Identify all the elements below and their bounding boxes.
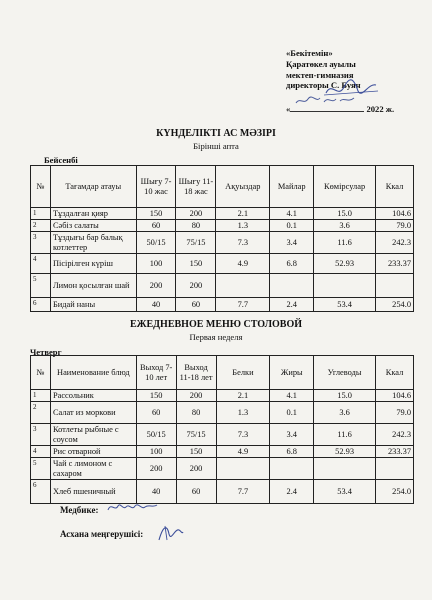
col-number: № <box>31 356 51 390</box>
row-number: 5 <box>31 274 51 298</box>
table-row <box>31 232 414 254</box>
carbs <box>314 458 376 480</box>
dish-name: Бидай наны <box>50 298 136 312</box>
table-row <box>31 274 414 298</box>
table-row <box>31 298 414 312</box>
carbs: 52.93 <box>314 254 376 274</box>
proteins: 1.3 <box>216 220 270 232</box>
output-11-18: 80 <box>176 402 216 424</box>
row-number: 6 <box>31 480 51 504</box>
output-7-10: 60 <box>136 220 176 232</box>
kcal: 254.0 <box>376 480 414 504</box>
carbs: 11.6 <box>314 424 376 446</box>
row-number: 2 <box>31 402 51 424</box>
proteins <box>216 274 270 298</box>
output-7-10: 40 <box>136 298 176 312</box>
approval-school: мектеп-гимназия <box>286 69 354 80</box>
output-7-10: 200 <box>136 458 176 480</box>
row-number: 3 <box>31 232 51 254</box>
carbs: 52.93 <box>314 446 376 458</box>
col-proteins: Белки <box>216 356 270 390</box>
kcal: 104.6 <box>376 390 414 402</box>
output-11-18: 75/15 <box>176 232 216 254</box>
table-row <box>31 402 414 424</box>
row-number: 1 <box>31 390 51 402</box>
fats: 2.4 <box>270 298 314 312</box>
output-11-18: 200 <box>176 458 216 480</box>
carbs: 11.6 <box>314 232 376 254</box>
output-7-10: 150 <box>136 208 176 220</box>
dish-name: Котлеты рыбные с соусом <box>50 424 136 446</box>
nurse-signature <box>105 498 159 516</box>
output-11-18: 80 <box>176 220 216 232</box>
date-blank-line <box>290 103 364 112</box>
proteins <box>216 458 270 480</box>
fats: 4.1 <box>270 390 314 402</box>
output-7-10: 100 <box>136 446 176 458</box>
approval-block <box>286 48 416 115</box>
col-proteins: Ақуыздар <box>216 166 270 208</box>
dish-name: Сәбіз салаты <box>50 220 136 232</box>
col-carbs: Көмірсулар <box>314 166 376 208</box>
carbs: 53.4 <box>314 298 376 312</box>
row-number: 1 <box>31 208 51 220</box>
col-output-11-18: Выход 11-18 лет <box>176 356 216 390</box>
menu-ru-subtitle: Первая неделя <box>189 332 243 342</box>
fats: 4.1 <box>270 208 314 220</box>
kcal: 79.0 <box>376 402 414 424</box>
output-7-10: 50/15 <box>136 232 176 254</box>
fats <box>270 274 314 298</box>
table-row <box>31 424 414 446</box>
table-row <box>31 390 414 402</box>
menu-ru-table <box>30 355 414 504</box>
kcal: 79.0 <box>376 220 414 232</box>
proteins: 7.7 <box>216 480 270 504</box>
menu-kz-title: КҮНДЕЛІКТІ АС МӘЗІРІ <box>156 128 276 139</box>
menu-kz-table <box>30 165 414 312</box>
approval-date <box>286 103 416 115</box>
row-number: 2 <box>31 220 51 232</box>
date-open-quote: « <box>286 104 291 115</box>
date-year: 2022 ж. <box>366 104 395 115</box>
output-7-10: 40 <box>136 480 176 504</box>
output-7-10: 60 <box>136 402 176 424</box>
col-number: № <box>31 166 51 208</box>
menu-kz-subtitle: Бірінші апта <box>193 141 239 151</box>
table-header-row <box>31 166 414 208</box>
table-row <box>31 220 414 232</box>
col-kcal: Ккал <box>376 356 414 390</box>
director-signature <box>320 75 384 103</box>
output-11-18: 75/15 <box>176 424 216 446</box>
row-number: 3 <box>31 424 51 446</box>
table-row <box>31 458 414 480</box>
output-11-18: 150 <box>176 254 216 274</box>
menu-kz-day: Бейсенбі <box>44 155 78 165</box>
col-output-7-10: Выход 7-10 лет <box>136 356 176 390</box>
dish-name: Пісірілген күріш <box>50 254 136 274</box>
manager-signature <box>155 520 185 544</box>
dish-name: Рассольник <box>50 390 136 402</box>
carbs: 3.6 <box>314 402 376 424</box>
col-fats: Майлар <box>270 166 314 208</box>
dish-name: Тұздалған қияр <box>50 208 136 220</box>
approval-village: Қаратөкел ауылы <box>286 58 356 69</box>
proteins: 7.3 <box>216 232 270 254</box>
fats: 6.8 <box>270 254 314 274</box>
proteins: 7.3 <box>216 424 270 446</box>
dish-name: Тұздығы бар балық котлеттер <box>50 232 136 254</box>
carbs: 15.0 <box>314 390 376 402</box>
output-11-18: 60 <box>176 480 216 504</box>
output-11-18: 200 <box>176 390 216 402</box>
output-11-18: 200 <box>176 208 216 220</box>
col-dish-name: Наименование блюд <box>50 356 136 390</box>
kcal: 233.37 <box>376 254 414 274</box>
proteins: 4.9 <box>216 446 270 458</box>
output-11-18: 150 <box>176 446 216 458</box>
proteins: 7.7 <box>216 298 270 312</box>
fats: 6.8 <box>270 446 314 458</box>
col-carbs: Углеводы <box>314 356 376 390</box>
kcal: 233.37 <box>376 446 414 458</box>
fats: 0.1 <box>270 220 314 232</box>
col-dish-name: Тағамдар атауы <box>50 166 136 208</box>
fats: 3.4 <box>270 424 314 446</box>
proteins: 2.1 <box>216 390 270 402</box>
table-row <box>31 254 414 274</box>
dish-name: Рис отварной <box>50 446 136 458</box>
col-output-11-18: Шығу 11-18 жас <box>176 166 216 208</box>
fats <box>270 458 314 480</box>
canteen-manager-label: Асхана меңгерушісі: <box>60 529 144 539</box>
kcal: 242.3 <box>376 424 414 446</box>
table-header-row <box>31 356 414 390</box>
kcal: 242.3 <box>376 232 414 254</box>
dish-name: Салат из моркови <box>50 402 136 424</box>
fats: 2.4 <box>270 480 314 504</box>
col-fats: Жиры <box>270 356 314 390</box>
col-kcal: Ккал <box>376 166 414 208</box>
dish-name: Чай с лимоном с сахаром <box>50 458 136 480</box>
row-number: 4 <box>31 446 51 458</box>
output-7-10: 200 <box>136 274 176 298</box>
output-7-10: 100 <box>136 254 176 274</box>
dish-name: Хлеб пшеничный <box>50 480 136 504</box>
output-7-10: 150 <box>136 390 176 402</box>
table-row <box>31 208 414 220</box>
row-number: 6 <box>31 298 51 312</box>
carbs: 53.4 <box>314 480 376 504</box>
menu-ru-title: ЕЖЕДНЕВНОЕ МЕНЮ СТОЛОВОЙ <box>129 319 303 330</box>
proteins: 1.3 <box>216 402 270 424</box>
proteins: 4.9 <box>216 254 270 274</box>
fats: 3.4 <box>270 232 314 254</box>
output-7-10: 50/15 <box>136 424 176 446</box>
row-number: 5 <box>31 458 51 480</box>
nurse-label: Медбике: <box>60 505 99 515</box>
approval-heading: «Бекітемін» <box>286 48 333 58</box>
output-11-18: 60 <box>176 298 216 312</box>
table-row <box>31 480 414 504</box>
table-row <box>31 446 414 458</box>
carbs <box>314 274 376 298</box>
menu-ru-day: Четверг <box>30 347 62 357</box>
col-output-7-10: Шығу 7-10 жас <box>136 166 176 208</box>
kcal: 104.6 <box>376 208 414 220</box>
dish-name: Лимон қосылған шай <box>50 274 136 298</box>
kcal: 254.0 <box>376 298 414 312</box>
output-11-18: 200 <box>176 274 216 298</box>
kcal <box>376 274 414 298</box>
proteins: 2.1 <box>216 208 270 220</box>
approval-director: директоры С. Буян <box>286 80 361 91</box>
carbs: 15.0 <box>314 208 376 220</box>
fats: 0.1 <box>270 402 314 424</box>
kcal <box>376 458 414 480</box>
row-number: 4 <box>31 254 51 274</box>
carbs: 3.6 <box>314 220 376 232</box>
